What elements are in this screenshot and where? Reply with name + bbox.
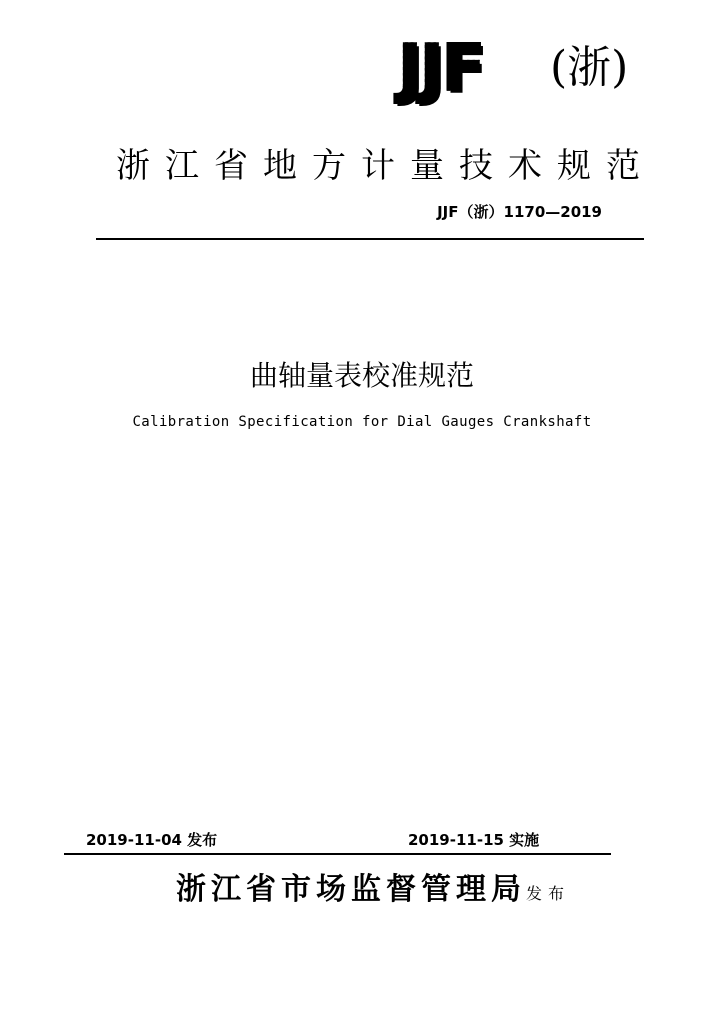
logo-suffix: (浙): [550, 42, 629, 93]
series-title: 浙江省地方计量技术规范: [116, 146, 655, 186]
jjf-logo: [398, 32, 629, 106]
issuing-authority: [176, 870, 570, 914]
publish-label: 发布: [526, 884, 571, 903]
document-title-chinese: 曲轴量表校准规范: [249, 359, 474, 392]
bottom-divider: [64, 853, 611, 855]
document-title-english: Calibration Specification for Dial Gauges Crankshaft: [132, 414, 592, 430]
logo-mark: JJF: [398, 32, 484, 106]
top-divider: [96, 238, 644, 240]
standard-code: JJF（浙）1170—2019: [437, 203, 602, 221]
implementation-date: 2019-11-15 实施: [408, 831, 540, 849]
issuing-organization: 浙江省市场监督管理局: [176, 872, 526, 907]
issue-date: 2019-11-04 发布: [86, 831, 218, 849]
